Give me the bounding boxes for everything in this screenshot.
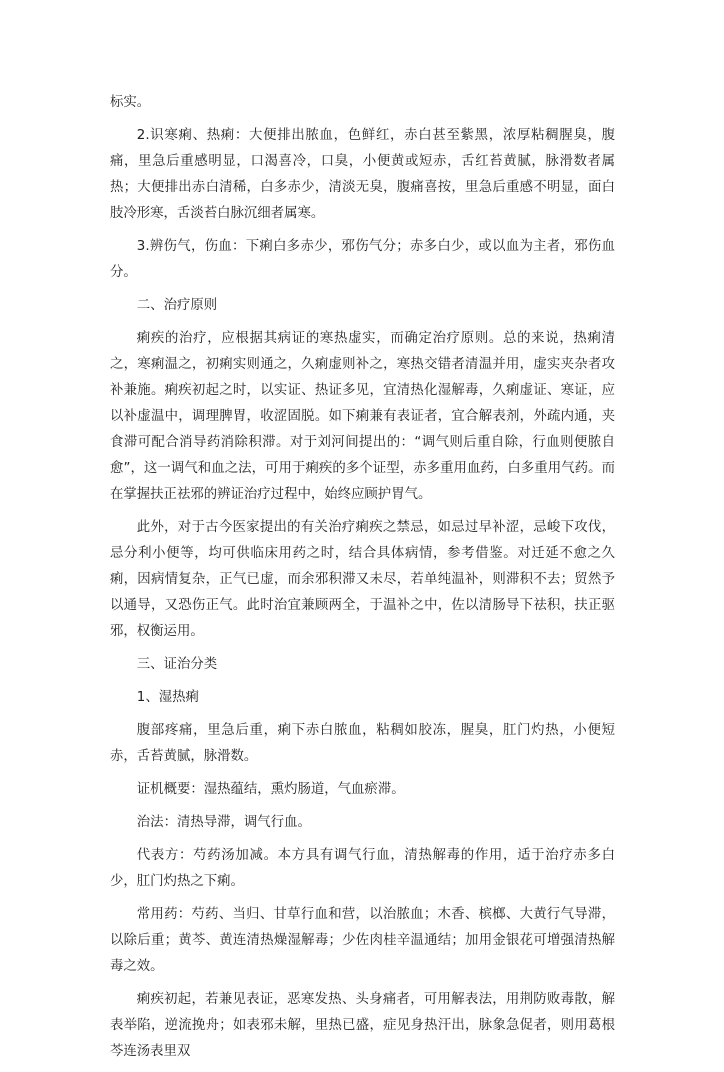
document-body	[110, 90, 615, 1072]
paragraph-symptoms: 腹部疼痛，里急后重，痢下赤白脓血，粘稠如胶冻，腥臭，肛门灼热，小便短赤，舌苔黄腻，脉滑数。	[110, 723, 615, 764]
section-heading-treatment-principles: 二、治疗原则	[136, 298, 218, 313]
paragraph-common-herbs: 常用药：芍药、当归、甘草行血和营，以治脓血；木香、槟榔、大黄行气导滞，以除后重；黄芩、黄连清热燥湿解毒；少佐肉桂辛温通结；加用金银花可增强清热解毒之效。	[110, 907, 615, 974]
paragraph-initial-stage: 痢疾初起，若兼见表证，恶寒发热、头身痛者，可用解表法，用荆防败毒散，解表举陷，逆流挽舟；如表邪未解，里热已盛，症见身热汗出，脉象急促者，则用葛根芩连汤表里双	[110, 992, 615, 1059]
section-heading-syndrome-classification: 三、证治分类	[136, 657, 218, 672]
paragraph-cold-heat-dysentery: 2.识寒痢、热痢：大便排出脓血，色鲜红，赤白甚至紫黑，浓厚粘稠腥臭，腹痛，里急后重感明显，口渴喜冷，口臭，小便黄或短赤，舌红苔黄腻，脉滑数者属热；大便排出赤白清稀，白多赤少，清淡无臭，腹痛喜按，里急后重感不明显，面白肢冷形寒，舌淡苔白脉沉细者属寒。	[110, 128, 615, 221]
paragraph-treatment-method: 治法：清热导滞，调气行血。	[136, 815, 311, 830]
paragraph-representative-formula: 代表方：芍药汤加减。本方具有调气行血，清热解毒的作用，适于治疗赤多白少，肛门灼热之下痢。	[110, 848, 615, 889]
paragraph-treatment-principles: 痢疾的治疗，应根据其病证的寒热虚实，而确定治疗原则。总的来说，热痢清之，寒痢温之，初痢实则通之，久痢虚则补之，寒热交错者清温并用，虚实夹杂者攻补兼施。痢疾初起之时，以实证、热证多见，宜清热化湿解毒，久痢虚证、寒证，应以补虚温中，调理脾胃，收涩固脱。如下痢兼有表证者，宜合解表剂，外疏内通，夹食滞可配合消导药消除积滞。对于刘河间提出的：“调气则后重自除，行血则便脓自愈”，这一调气和血之法，可用于痢疾的多个证型，赤多重用血药，白多重用气药。而在掌握扶正祛邪的辨证治疗过程中，始终应顾护胃气。	[110, 331, 615, 502]
paragraph-qi-blood-injury: 3.辨伤气，伤血：下痢白多赤少，邪伤气分；赤多白少，或以血为主者，邪伤血分。	[110, 239, 615, 280]
subsection-heading-damp-heat: 1、湿热痢	[136, 690, 199, 705]
paragraph-pathogenesis: 证机概要：湿热蕴结，熏灼肠道，气血瘀滞。	[136, 782, 405, 797]
paragraph-contraindications: 此外，对于古今医家提出的有关治疗痢疾之禁忌，如忌过早补涩，忌峻下攻伐，忌分利小便等，均可供临床用药之时，结合具体病情，参考借鉴。对迁延不愈之久痢，因病情复杂，正气已虚，而余邪积滞又未尽，若单纯温补，则滞积不去；贸然予以通导，又恐伤正气。此时治宜兼顾两全，于温补之中，佐以清肠导下祛积，扶正驱邪，权衡运用。	[110, 520, 615, 639]
paragraph-continuation: 标实。	[110, 95, 151, 110]
